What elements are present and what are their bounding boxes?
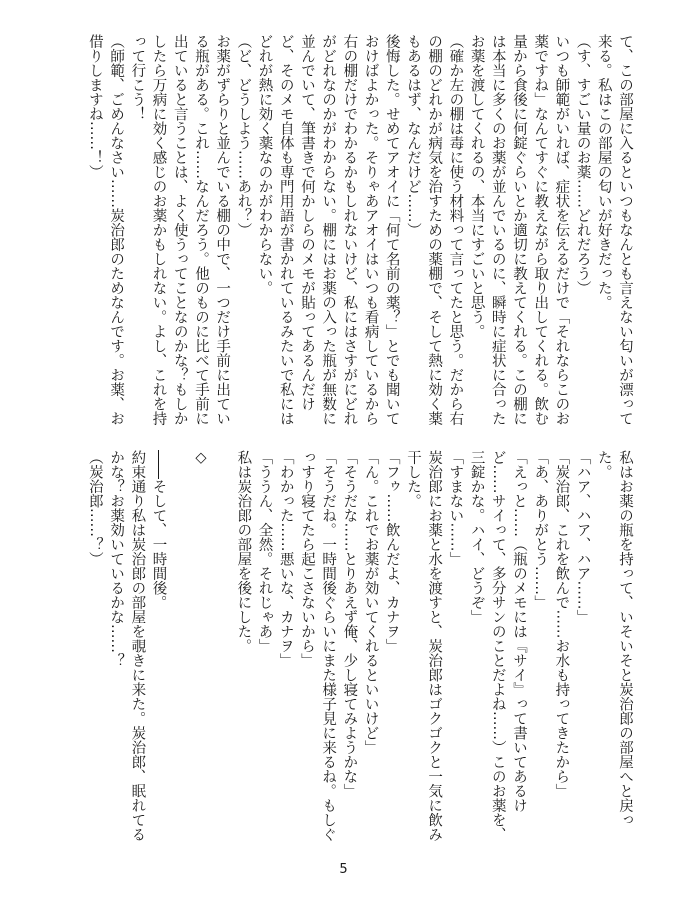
text-paragraph: （す、すごい量のお薬……どれだろう） <box>574 34 591 295</box>
text-paragraph: いつも師範がいれば、症状を伝えるだけで「それならこのお薬ですね」なんてすぐに教えながら取り出してくれる。飲む量から食後に何錠ぐらいとか適切に教えてくれる。この棚には本当に多くのお薬が並んでいるのに、瞬時に症状に合ったお薬を渡してくれるの、本当にすごいと思う。 <box>468 34 570 426</box>
text-paragraph: 「わかった……悪いな、カナヲ」 <box>277 450 294 668</box>
text-paragraph: て、この部屋に入るといつもなんとも言えない匂いが漂って来る。私はこの部屋の匂いが好きだった。 <box>595 34 633 426</box>
text-paragraph: 「そうだね。一時間後ぐらいにまた様子見に来るね。もしぐっすり寝てたら起こさないから」 <box>298 450 337 842</box>
text-paragraph <box>169 450 190 842</box>
text-paragraph: 私はお薬の瓶を持って、いそいそと炭治郎の部屋へと戻った。 <box>595 450 633 827</box>
text-paragraph: 私は炭治郎の部屋を後にした。 <box>235 450 252 653</box>
text-paragraph: 後悔した。せめてアオイに「何て名前の薬？」とでも聞いておけばよかった。そりゃあアオイはいつも看病しているから右の棚だけでわかるかもしれないけど、私にはさすがにどれがどれなのかがわからない。棚にはお薬の入った瓶が無数に並んでいて、筆書きで何かしらのメモが貼ってあるんだけど、そのメモ自体も専門用語が書かれているみたいで私にはどれが熱に効く薬なのかがわからない。 <box>256 34 400 426</box>
upper-text-block <box>57 34 635 426</box>
text-paragraph: 約束通り私は炭治郎の部屋を覗きに来た。炭治郎、眠れてるかな？お薬効いているかな……？ <box>108 450 146 842</box>
text-paragraph: （炭治郎……？） <box>86 450 103 566</box>
text-paragraph: 「えっと……（瓶のメモには『サイ』って書いてあるけど……サイって、多分サンのことだよね……）このお薬を、三錠かな。ハイ、どうぞ」 <box>468 450 527 842</box>
text-paragraph: ――そして、一時間後。 <box>150 450 167 610</box>
text-paragraph: 「ハア、ハア、ハア……」 <box>574 450 591 624</box>
text-paragraph: 「すまない……」 <box>447 450 464 566</box>
lower-text-block <box>57 450 635 842</box>
text-paragraph: 「フゥ……飲んだよ、カナヲ」 <box>383 450 400 653</box>
text-paragraph: 炭治郎にお薬と水を渡すと、炭治郎はゴクゴクと一気に飲み干した。 <box>404 450 443 842</box>
text-paragraph: お薬がずらりと並んでいる棚の中で、一つだけ手前に出ている瓶がある。これ……なんだろう。他のものに比べて手前に出ていると言うことは、よく使うってことなのかな？もしかしたら万病に効く感じのお薬かもしれない。よし、これを持って行こう！ <box>129 34 231 426</box>
text-paragraph: （確か左の棚は毒に使う材料って言ってたと思う。だから右の棚のどれかが病気を治すための薬棚で、そして熱に効く薬もあるはず、なんだけど……） <box>404 34 464 426</box>
text-paragraph: 「炭治郎、これを飲んで……お水も持ってきたから」 <box>553 450 570 798</box>
scene-break-mark: ◇ <box>192 450 209 466</box>
page-number: 5 <box>339 862 348 877</box>
text-paragraph: 「そうだな……とりあえず俺、少し寝てみようかな」 <box>341 450 358 798</box>
text-paragraph: 「ん。これでお薬が効いてくれるといいけど」 <box>362 450 379 755</box>
text-paragraph: 「ううん、全然。それじゃあ」 <box>256 450 273 653</box>
text-paragraph: （ど、どうしよう……あれ？） <box>235 34 252 237</box>
text-paragraph: 「あ、ありがとう……」 <box>532 450 549 610</box>
text-paragraph <box>211 450 232 842</box>
text-paragraph: （師範、ごめんなさい……炭治郎のためなんです。お薬、お借りしますね……！） <box>86 34 125 426</box>
